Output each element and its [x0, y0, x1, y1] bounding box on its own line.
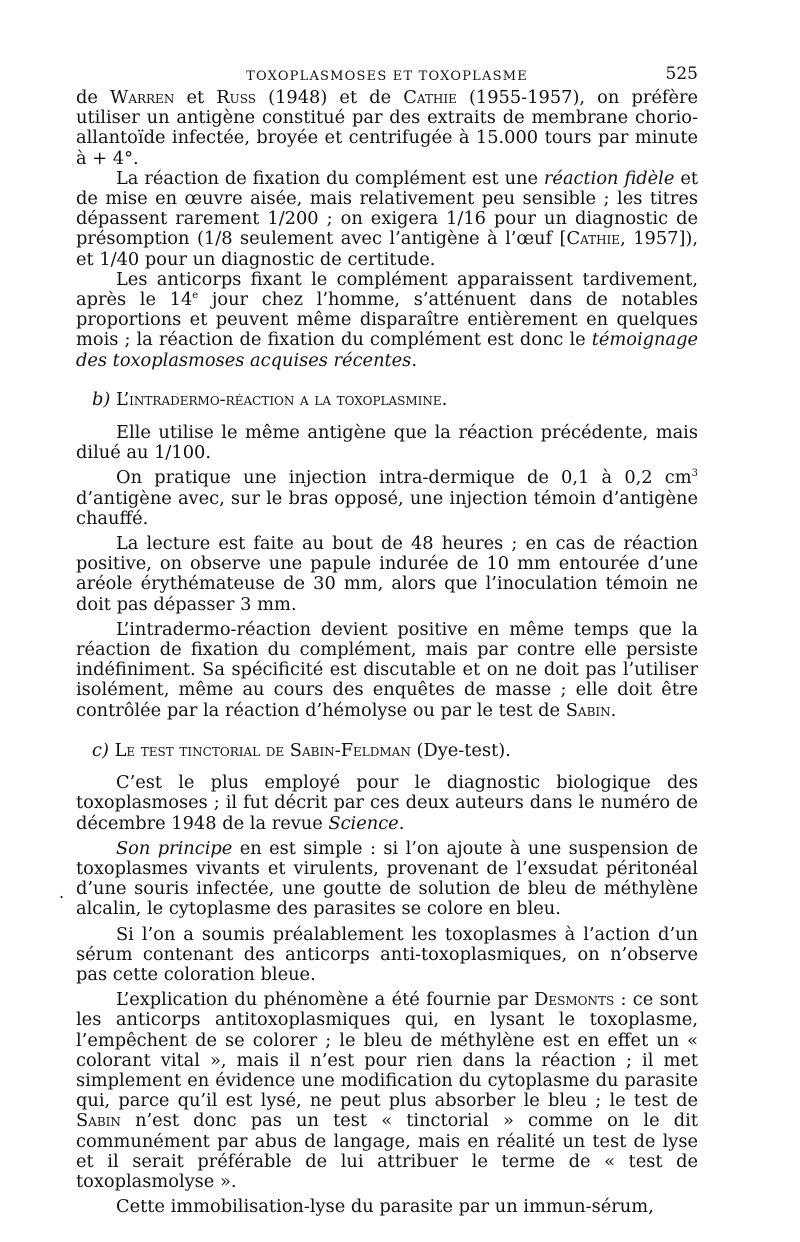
author-russ: Russ [216, 87, 257, 108]
author-desmonts: Desmonts [534, 989, 615, 1011]
running-title: TOXOPLASMOSES ET TOXOPLASME [246, 69, 528, 84]
paragraph-antigen: de Warren et Russ (1948) et de Cathie (1955-1957), on préfère utiliser un antigène constitué par des extraits de membrane chorio-allantoïde infectée, broyée et centrifugée à 15.000 tours par minute à + 4°. [76, 87, 698, 169]
emphasis-son-principe: Son principe [116, 837, 233, 859]
margin-mark: . [59, 883, 65, 902]
paragraph-injection: On pratique une injection intra-dermique de 0,1 à 0,2 $cm^3$ d’antigène avec, sur le bras opposé, une injection témoin d’antigène chauffé. [76, 467, 698, 529]
author-sabin: Sabin [565, 699, 611, 721]
emphasis-science: Science [328, 812, 399, 834]
paragraph-explanation: L’explication du phénomène a été fournie par Desmonts : ce sont les anticorps antitoxoplasmiques qui, en lysant le toxoplasme, l’empêchent de se colorer ; le bleu de méthylène est en effet un « colorant vital », mais il n’est pour rien dans la réaction ; il met simplement en évidence une modification du cytoplasme du parasite qui, parce qu’il est lysé, ne peut plus absorber le bleu ; le test de Sabin n’est donc pas un test « tinctorial » comme on le dit communément par abus de langage, mais en réalité un test de lyse et il serait préférable de lui attribuer le terme de « test de toxoplasmolyse ». [76, 989, 699, 1192]
page-body [76, 60, 698, 1217]
paragraph-reading: La lecture est faite au bout de 48 heures ; en cas de réaction positive, on observe une papule indurée de 10 mm entourée d’une aréole érythémateuse de 30 mm, alors que l’inoculation témoin ne doit pas dépasser 3 mm. [76, 533, 698, 615]
paragraph-dye-test-intro: C’est le plus employé pour le diagnostic biologique des toxoplasmoses ; il fut décrit par ces deux auteurs dans le numéro de décembre 1948 de la revue Science. [76, 772, 698, 834]
section-heading-b [92, 390, 698, 410]
author-sabin: Sabin [76, 1110, 121, 1132]
emphasis-reaction-fidele: réaction fidèle [543, 167, 675, 189]
emphasis-temoignage: témoignage des toxoplasmoses acquises récentes [76, 329, 698, 371]
paragraph-antigen-dilution: Elle utilise le même antigène que la réaction précédente, mais dilué au 1/100. [76, 422, 698, 464]
author-cathie: Cathie [566, 228, 621, 250]
author-warren: Warren [110, 87, 175, 108]
section-title: L’intradermo-réaction a la toxoplasmine. [115, 388, 448, 410]
page-header [76, 60, 698, 88]
paragraph-principle: Son principe en est simple : si l’on ajoute à une suspension de toxoplasmes vivants et virulents, provenant de l’exsudat péritonéal d’une souris infectée, une goutte de solution de bleu de méthylène alcalin, le cytoplasme des parasites se colore en bleu. [76, 837, 698, 920]
author-cathie: Cathie [403, 87, 457, 108]
paragraph-serum: Si l’on a soumis préalablement les toxoplasmes à l’action d’un sérum contenant des anticorps anti-toxoplasmiques, on n’observe pas cette coloration bleue. [76, 923, 698, 985]
section-heading-c: c) Le test tinctorial de Sabin-Feldman (Dye-test). [92, 739, 511, 761]
section-letter: c) [92, 739, 109, 761]
author-sabin-feldman: Sabin-Feldman [289, 739, 411, 761]
paragraph-fixation-reaction: La réaction de fixation du complément est une réaction fidèle et de mise en œuvre aisée, mais relativement peu sensible ; les titres dépassent rarement 1/200 ; on exigera 1/16 pour un diagnostic de présomption (1/8 seulement avec l’antigène à l’œuf [Cathie, 1957]), et 1/40 pour un diagnostic de certitude. [76, 167, 699, 270]
paragraph-specificity: L’intradermo-réaction devient positive en même temps que la réaction de fixation du complément, mais par contre elle persiste indéfiniment. Sa spécificité est discutable et on ne doit pas l’utiliser isolément, même au cours des enquêtes de masse ; elle doit être contrôlée par la réaction d’hémolyse ou par le test de Sabin. [76, 618, 698, 721]
paragraph-immobilisation: Cette immobilisation-lyse du parasite par un immun-sérum, [116, 1196, 654, 1218]
page-number: 525 [665, 64, 698, 84]
paragraph-antibodies: Les anticorps fixant le complément apparaissent tardivement, après le 14e jour chez l’homme, s’atténuent dans de notables proportions et peuvent même disparaître entièrement en quelques mois ; la réaction de fixation du complément est donc le témoignage des toxoplasmoses acquises récentes. [76, 268, 698, 371]
section-letter: b) [92, 388, 111, 410]
